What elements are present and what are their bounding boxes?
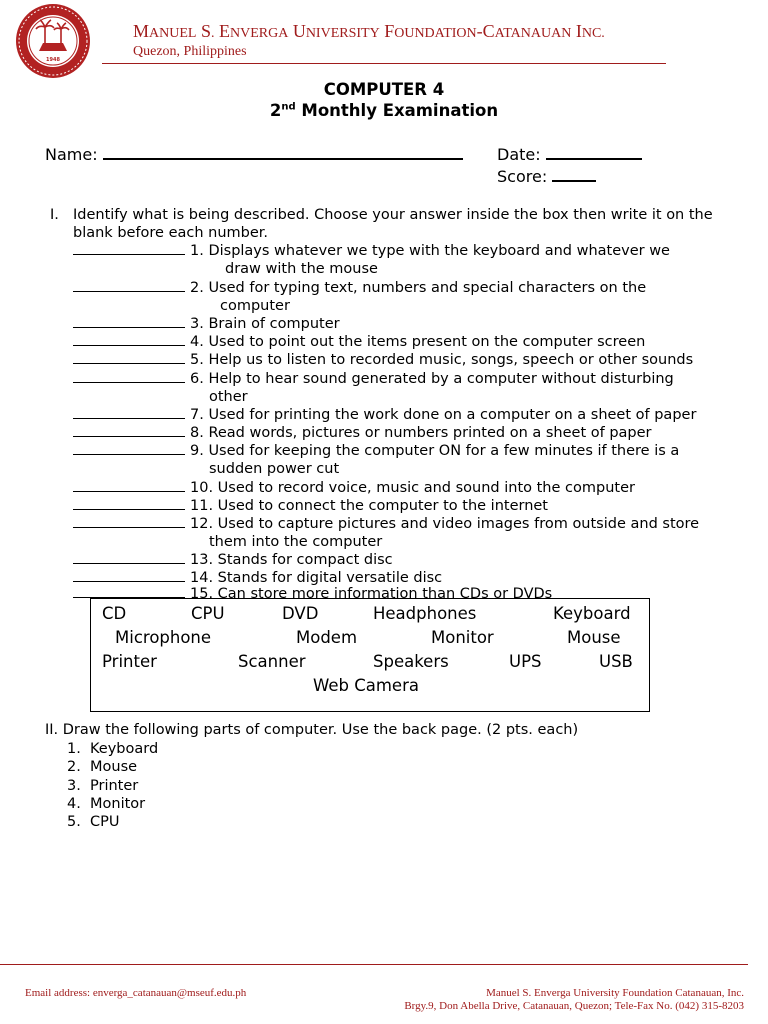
question-text: 11. Used to connect the computer to the internet	[190, 498, 548, 514]
date-blank[interactable]	[546, 144, 642, 160]
answer-blank[interactable]	[73, 497, 185, 510]
answer-choice: Monitor	[431, 628, 494, 647]
answer-blank[interactable]	[73, 551, 185, 564]
answer-choice: Printer	[102, 652, 157, 671]
footer-divider	[0, 964, 748, 965]
university-location: Quezon, Philippines	[133, 44, 247, 59]
question-text: 3. Brain of computer	[190, 316, 340, 332]
question-text: 5. Help us to listen to recorded music, songs, speech or other sounds	[190, 352, 694, 368]
answer-blank[interactable]	[73, 585, 185, 598]
question-item-13	[73, 551, 393, 569]
question-text: 4. Used to point out the items present on the computer screen	[190, 334, 646, 350]
question-item-15	[73, 585, 653, 598]
question-item-7	[73, 406, 696, 424]
question-text-continued: sudden power cut	[209, 461, 340, 478]
section-1-instruction: Identify what is being described. Choose your answer inside the box then write it on the blank before each number.	[73, 207, 713, 242]
section-2-instruction: II. Draw the following parts of computer. Use the back page. (2 pts. each)	[45, 722, 579, 738]
question-item-9	[73, 442, 679, 479]
answer-blank[interactable]	[73, 351, 185, 364]
question-item-1	[73, 242, 670, 279]
question-text: 15. Can store more information than CDs or DVDs	[190, 586, 553, 598]
answer-choice: DVD	[282, 604, 319, 623]
exam-title: 2nd Monthly Examination	[269, 101, 499, 120]
answer-blank[interactable]	[73, 333, 185, 346]
question-text: 7. Used for printing the work done on a computer on a sheet of paper	[190, 407, 697, 423]
question-text: 13. Stands for compact disc	[190, 552, 393, 568]
answer-blank[interactable]	[73, 406, 185, 419]
svg-text:1948: 1948	[46, 57, 60, 63]
question-item-5	[73, 351, 693, 369]
answer-choice: Scanner	[238, 652, 306, 671]
university-name: MANUEL S. ENVERGA UNIVERSITY FOUNDATION-CATANAUAN INC.	[133, 21, 605, 41]
university-seal	[15, 3, 91, 79]
question-text-continued: other	[209, 389, 248, 406]
answer-blank[interactable]	[73, 479, 185, 492]
answer-blank[interactable]	[73, 315, 185, 328]
exam-subject: COMPUTER 4	[323, 80, 445, 99]
draw-list-item: 3. Printer	[67, 777, 139, 794]
question-item-6	[73, 370, 674, 407]
score-field: Score:	[497, 166, 596, 186]
question-text: 1. Displays whatever we type with the keyboard and whatever we	[190, 243, 670, 259]
question-text: 14. Stands for digital versatile disc	[190, 570, 443, 586]
question-item-8	[73, 424, 652, 442]
header-divider	[102, 63, 666, 64]
name-blank[interactable]	[103, 144, 463, 160]
draw-list-item: 1. Keyboard	[67, 741, 159, 757]
score-blank[interactable]	[552, 166, 596, 182]
question-text: 12. Used to capture pictures and video images from outside and store	[190, 516, 700, 532]
answer-choices-box	[90, 598, 650, 712]
answer-blank[interactable]	[73, 370, 185, 383]
answer-choice: Web Camera	[313, 676, 419, 695]
answer-choice: USB	[599, 652, 633, 671]
draw-list	[67, 740, 158, 831]
question-item-11	[73, 497, 548, 515]
question-item-3	[73, 315, 340, 333]
answer-choice: Speakers	[373, 652, 449, 671]
draw-list-item: 2. Mouse	[67, 759, 138, 776]
question-text: 2. Used for typing text, numbers and special characters on the	[190, 280, 647, 296]
answer-blank[interactable]	[73, 515, 185, 528]
draw-list-item: 5. CPU	[67, 814, 120, 831]
name-field: Name:	[45, 144, 463, 164]
question-item-12	[73, 515, 699, 552]
footer-email: Email address: enverga_catanauan@mseuf.edu.ph	[25, 987, 247, 999]
answer-blank[interactable]	[73, 442, 185, 455]
answer-choice: Keyboard	[553, 604, 631, 623]
footer-org: Manuel S. Enverga University Foundation Catanauan, Inc.	[486, 987, 744, 999]
footer-address: Brgy.9, Don Abella Drive, Catanauan, Quezon; Tele-Fax No. (042) 315-8203	[404, 1000, 744, 1012]
answer-choice: Headphones	[373, 604, 477, 623]
answer-choice: UPS	[509, 652, 542, 671]
answer-blank[interactable]	[73, 424, 185, 437]
section-1-numeral: I.	[50, 207, 59, 223]
question-text: 6. Help to hear sound generated by a computer without disturbing	[190, 371, 674, 387]
question-text-continued: computer	[220, 298, 290, 315]
answer-choice: CPU	[191, 604, 225, 623]
date-field: Date:	[497, 144, 642, 164]
question-text-continued: draw with the mouse	[225, 261, 378, 278]
answer-choice: CD	[102, 604, 127, 623]
question-item-10	[73, 479, 635, 497]
answer-choice: Microphone	[115, 628, 212, 647]
answer-choice: Mouse	[567, 628, 621, 647]
question-text-continued: them into the computer	[209, 534, 383, 551]
answer-blank[interactable]	[73, 569, 185, 582]
question-item-2	[73, 279, 646, 316]
answer-blank[interactable]	[73, 279, 185, 292]
question-text: 10. Used to record voice, music and sound into the computer	[190, 480, 635, 496]
draw-list-item: 4. Monitor	[67, 795, 146, 812]
answer-choice: Modem	[296, 628, 358, 647]
question-text: 9. Used for keeping the computer ON for a few minutes if there is a	[190, 443, 680, 459]
answer-blank[interactable]	[73, 242, 185, 255]
question-item-4	[73, 333, 645, 351]
question-text: 8. Read words, pictures or numbers printed on a sheet of paper	[190, 425, 652, 441]
